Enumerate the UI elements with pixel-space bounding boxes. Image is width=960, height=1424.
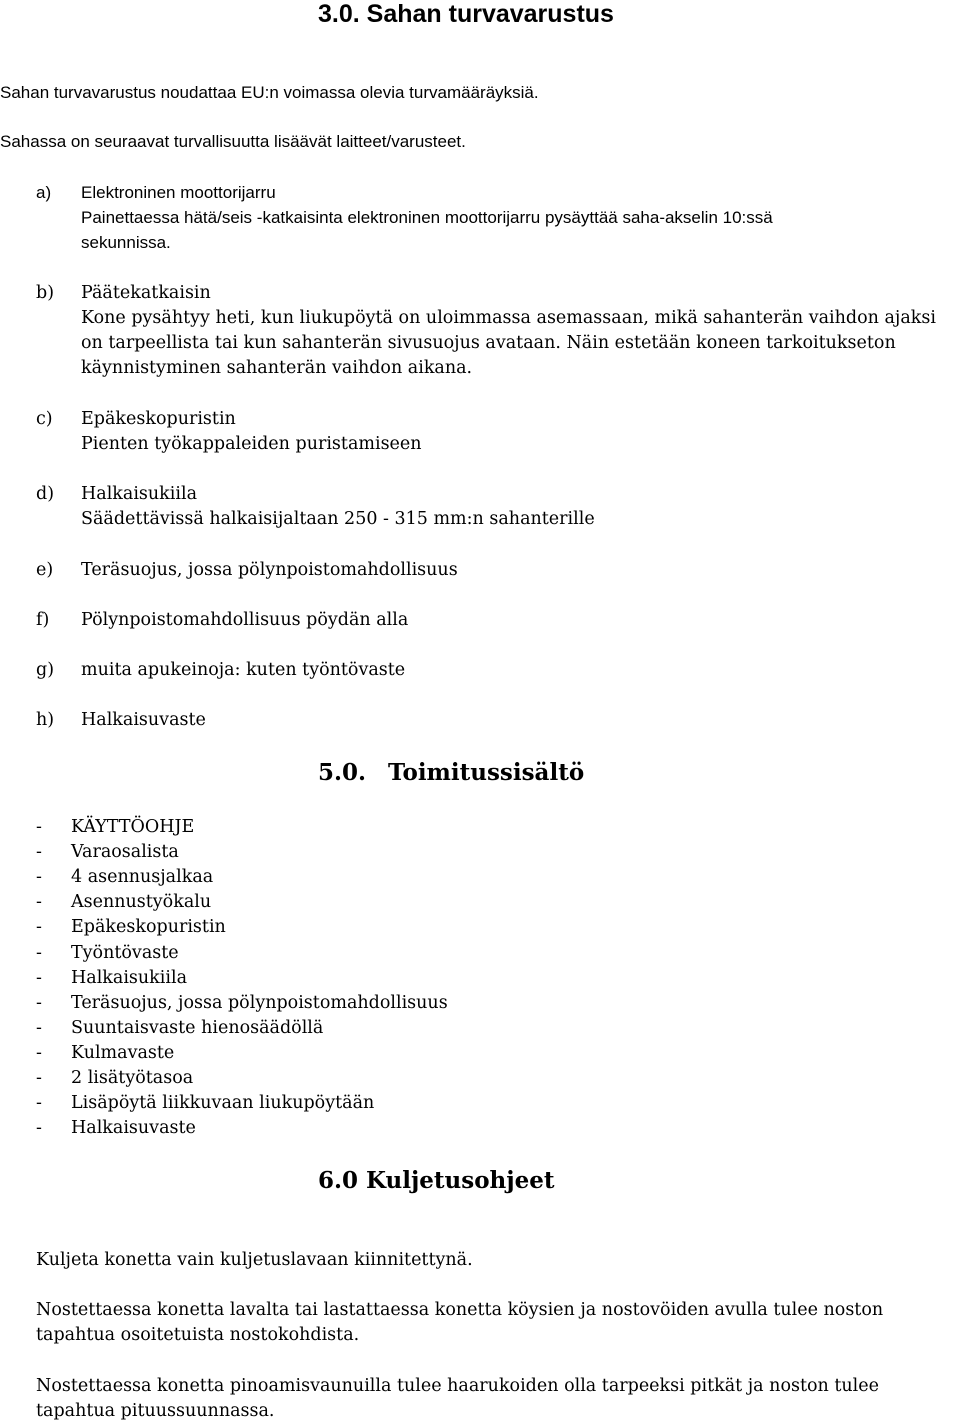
list-item-dash: - (36, 968, 42, 988)
list-item-dash: - (36, 917, 42, 937)
transport-paragraph-3-line-1: Nostettaessa konetta pinoamisvaunuilla tulee haarukoiden olla tarpeeksi pitkät ja noston tulee (36, 1376, 879, 1396)
list-item-dash: - (36, 943, 42, 963)
item-text-a-2: sekunnissa. (81, 233, 171, 252)
section-5-number: 5.0. (318, 759, 367, 786)
item-title-b: Päätekatkaisin (81, 283, 211, 303)
item-label-f: f) (36, 610, 50, 630)
list-item: KÄYTTÖOHJE (71, 817, 195, 837)
transport-paragraph-3-line-2: tapahtua pituussuunnassa. (36, 1401, 275, 1421)
section-5-title: Toimitussisältö (388, 759, 585, 786)
item-title-g: muita apukeinoja: kuten työntövaste (81, 660, 406, 680)
list-item: Varaosalista (71, 842, 179, 862)
item-text-b-2: on tarpeellista tai kun sahanterän sivusuojus avataan. Näin estetään koneen tarkoitukseton (81, 333, 896, 353)
list-item: Kulmavaste (71, 1043, 175, 1063)
list-item-dash: - (36, 993, 42, 1013)
item-text-c-1: Pienten työkappaleiden puristamiseen (81, 434, 422, 454)
item-label-g: g) (36, 660, 55, 680)
item-text-d-1: Säädettävissä halkaisijaltaan 250 - 315 mm:n sahanterille (81, 509, 595, 529)
item-title-f: Pölynpoistomahdollisuus pöydän alla (81, 610, 409, 630)
transport-paragraph-1: Kuljeta konetta vain kuljetuslavaan kiinnitettynä. (36, 1250, 473, 1270)
list-item: Halkaisukiila (71, 968, 188, 988)
transport-paragraph-2-line-2: tapahtua osoitetuista nostokohdista. (36, 1325, 360, 1345)
list-item: Teräsuojus, jossa pölynpoistomahdollisuus (71, 993, 448, 1013)
item-text-a-1: Painettaessa hätä/seis -katkaisinta elektroninen moottorijarru pysäyttää saha-akselin 10:ssä (81, 208, 773, 227)
item-text-b-1: Kone pysähtyy heti, kun liukupöytä on uloimmassa asemassaan, mikä sahanterän vaihdon ajaksi (81, 308, 936, 328)
section-6-title: 6.0 Kuljetusohjeet (318, 1167, 555, 1194)
list-item: Halkaisuvaste (71, 1118, 196, 1138)
list-item-dash: - (36, 1018, 42, 1038)
section-3-intro-2: Sahassa on seuraavat turvallisuutta lisäävät laitteet/varusteet. (0, 132, 466, 151)
section-3-title: 3.0. Sahan turvavarustus (318, 0, 614, 28)
transport-paragraph-2-line-1: Nostettaessa konetta lavalta tai lastattaessa konetta köysien ja nostovöiden avulla tulee noston (36, 1300, 884, 1320)
list-item: Epäkeskopuristin (71, 917, 226, 937)
list-item-dash: - (36, 817, 42, 837)
list-item-dash: - (36, 842, 42, 862)
list-item-dash: - (36, 1118, 42, 1138)
list-item-dash: - (36, 1093, 42, 1113)
list-item-dash: - (36, 1068, 42, 1088)
list-item-dash: - (36, 867, 42, 887)
list-item-dash: - (36, 1043, 42, 1063)
list-item: Asennustyökalu (71, 892, 212, 912)
item-label-a: a) (36, 183, 52, 202)
item-label-b: b) (36, 283, 55, 303)
item-title-c: Epäkeskopuristin (81, 409, 236, 429)
item-title-h: Halkaisuvaste (81, 710, 206, 730)
list-item: Työntövaste (71, 943, 179, 963)
item-title-a: Elektroninen moottorijarru (81, 183, 276, 202)
item-label-d: d) (36, 484, 55, 504)
item-label-c: c) (36, 409, 53, 429)
item-label-e: e) (36, 560, 54, 580)
item-title-d: Halkaisukiila (81, 484, 198, 504)
item-label-h: h) (36, 710, 55, 730)
item-text-b-3: käynnistyminen sahanterän vaihdon aikana. (81, 358, 473, 378)
section-3-intro-1: Sahan turvavarustus noudattaa EU:n voimassa olevia turvamääräyksiä. (0, 83, 539, 102)
item-title-e: Teräsuojus, jossa pölynpoistomahdollisuus (81, 560, 458, 580)
list-item: 2 lisätyötasoa (71, 1068, 194, 1088)
list-item-dash: - (36, 892, 42, 912)
list-item: Suuntaisvaste hienosäädöllä (71, 1018, 324, 1038)
list-item: Lisäpöytä liikkuvaan liukupöytään (71, 1093, 375, 1113)
list-item: 4 asennusjalkaa (71, 867, 214, 887)
